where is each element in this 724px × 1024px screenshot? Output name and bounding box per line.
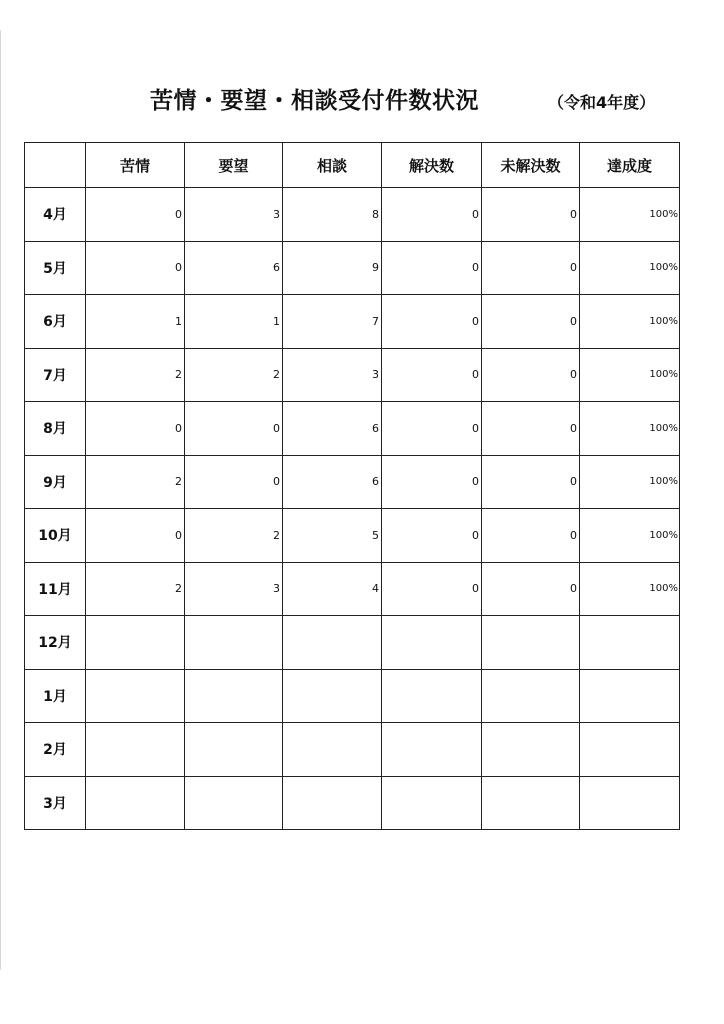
- cell-yobo: 0: [185, 402, 283, 456]
- cell-tassei: [580, 723, 680, 777]
- header-corner: [25, 143, 86, 188]
- header-tassei: 達成度: [580, 143, 680, 188]
- cell-yobo: [185, 723, 283, 777]
- cell-yobo: 6: [185, 241, 283, 295]
- cell-month: 9月: [25, 455, 86, 509]
- table-row: [25, 562, 680, 616]
- cell-mikaiketsu: [482, 723, 580, 777]
- cell-month: 6月: [25, 295, 86, 349]
- cell-month: 11月: [25, 562, 86, 616]
- cell-sodan: [283, 776, 382, 830]
- cell-kujo: 0: [86, 188, 185, 242]
- cell-sodan: 6: [283, 402, 382, 456]
- header-yobo: 要望: [185, 143, 283, 188]
- cell-yobo: [185, 669, 283, 723]
- cell-yobo: 2: [185, 509, 283, 563]
- cell-sodan: 5: [283, 509, 382, 563]
- table-row: [25, 723, 680, 777]
- scan-edge-line: [0, 30, 1, 970]
- cell-mikaiketsu: 0: [482, 562, 580, 616]
- table-row: [25, 241, 680, 295]
- cell-tassei: [580, 669, 680, 723]
- table-row: [25, 616, 680, 670]
- page-title: 苦情・要望・相談受付件数状況: [150, 88, 479, 114]
- cell-yobo: [185, 616, 283, 670]
- cell-sodan: [283, 669, 382, 723]
- cell-tassei: 100%: [580, 348, 680, 402]
- cell-kaiketsu: 0: [382, 509, 482, 563]
- cell-tassei: [580, 616, 680, 670]
- cell-yobo: 1: [185, 295, 283, 349]
- cell-mikaiketsu: 0: [482, 509, 580, 563]
- cell-kaiketsu: 0: [382, 295, 482, 349]
- cell-tassei: 100%: [580, 455, 680, 509]
- cell-month: 10月: [25, 509, 86, 563]
- cell-kujo: 2: [86, 348, 185, 402]
- cell-mikaiketsu: [482, 616, 580, 670]
- cell-kaiketsu: [382, 776, 482, 830]
- cell-kaiketsu: 0: [382, 402, 482, 456]
- header-sodan: 相談: [283, 143, 382, 188]
- table-row: [25, 188, 680, 242]
- cell-kaiketsu: 0: [382, 188, 482, 242]
- cell-tassei: 100%: [580, 188, 680, 242]
- cell-kaiketsu: 0: [382, 348, 482, 402]
- cell-kujo: 2: [86, 455, 185, 509]
- cell-mikaiketsu: [482, 669, 580, 723]
- cell-sodan: [283, 616, 382, 670]
- cell-mikaiketsu: [482, 776, 580, 830]
- cell-kujo: 0: [86, 241, 185, 295]
- cell-tassei: 100%: [580, 509, 680, 563]
- cell-kaiketsu: 0: [382, 562, 482, 616]
- header-kaiketsu: 解決数: [382, 143, 482, 188]
- cell-yobo: 2: [185, 348, 283, 402]
- cell-tassei: 100%: [580, 562, 680, 616]
- cell-kaiketsu: [382, 616, 482, 670]
- fiscal-year-label: （令和4年度）: [548, 93, 656, 112]
- cell-tassei: 100%: [580, 241, 680, 295]
- table-row: [25, 348, 680, 402]
- header-kujo: 苦情: [86, 143, 185, 188]
- cell-month: 4月: [25, 188, 86, 242]
- table-row: [25, 669, 680, 723]
- cell-kaiketsu: 0: [382, 455, 482, 509]
- header-mikaiketsu: 未解決数: [482, 143, 580, 188]
- cell-sodan: 9: [283, 241, 382, 295]
- complaint-status-table: [24, 142, 680, 830]
- cell-sodan: 4: [283, 562, 382, 616]
- cell-mikaiketsu: 0: [482, 455, 580, 509]
- cell-mikaiketsu: 0: [482, 402, 580, 456]
- cell-tassei: 100%: [580, 402, 680, 456]
- cell-mikaiketsu: 0: [482, 348, 580, 402]
- table-row: [25, 295, 680, 349]
- cell-kaiketsu: [382, 723, 482, 777]
- table-row: [25, 509, 680, 563]
- cell-kaiketsu: 0: [382, 241, 482, 295]
- cell-sodan: 6: [283, 455, 382, 509]
- cell-kujo: 2: [86, 562, 185, 616]
- cell-mikaiketsu: 0: [482, 188, 580, 242]
- cell-yobo: [185, 776, 283, 830]
- table-row: [25, 455, 680, 509]
- table-row: [25, 402, 680, 456]
- table-row: [25, 776, 680, 830]
- cell-mikaiketsu: 0: [482, 295, 580, 349]
- cell-kujo: [86, 669, 185, 723]
- cell-kujo: [86, 616, 185, 670]
- cell-month: 1月: [25, 669, 86, 723]
- cell-month: 7月: [25, 348, 86, 402]
- cell-kujo: [86, 723, 185, 777]
- cell-sodan: 3: [283, 348, 382, 402]
- cell-mikaiketsu: 0: [482, 241, 580, 295]
- cell-kujo: 0: [86, 509, 185, 563]
- table-body: [25, 188, 680, 830]
- cell-tassei: 100%: [580, 295, 680, 349]
- table-header-row: [25, 143, 680, 188]
- cell-yobo: 3: [185, 562, 283, 616]
- cell-yobo: 0: [185, 455, 283, 509]
- cell-month: 2月: [25, 723, 86, 777]
- cell-kujo: [86, 776, 185, 830]
- cell-kujo: 1: [86, 295, 185, 349]
- cell-sodan: 8: [283, 188, 382, 242]
- cell-sodan: [283, 723, 382, 777]
- cell-kaiketsu: [382, 669, 482, 723]
- cell-month: 5月: [25, 241, 86, 295]
- cell-tassei: [580, 776, 680, 830]
- cell-yobo: 3: [185, 188, 283, 242]
- cell-kujo: 0: [86, 402, 185, 456]
- cell-month: 12月: [25, 616, 86, 670]
- cell-month: 8月: [25, 402, 86, 456]
- cell-sodan: 7: [283, 295, 382, 349]
- cell-month: 3月: [25, 776, 86, 830]
